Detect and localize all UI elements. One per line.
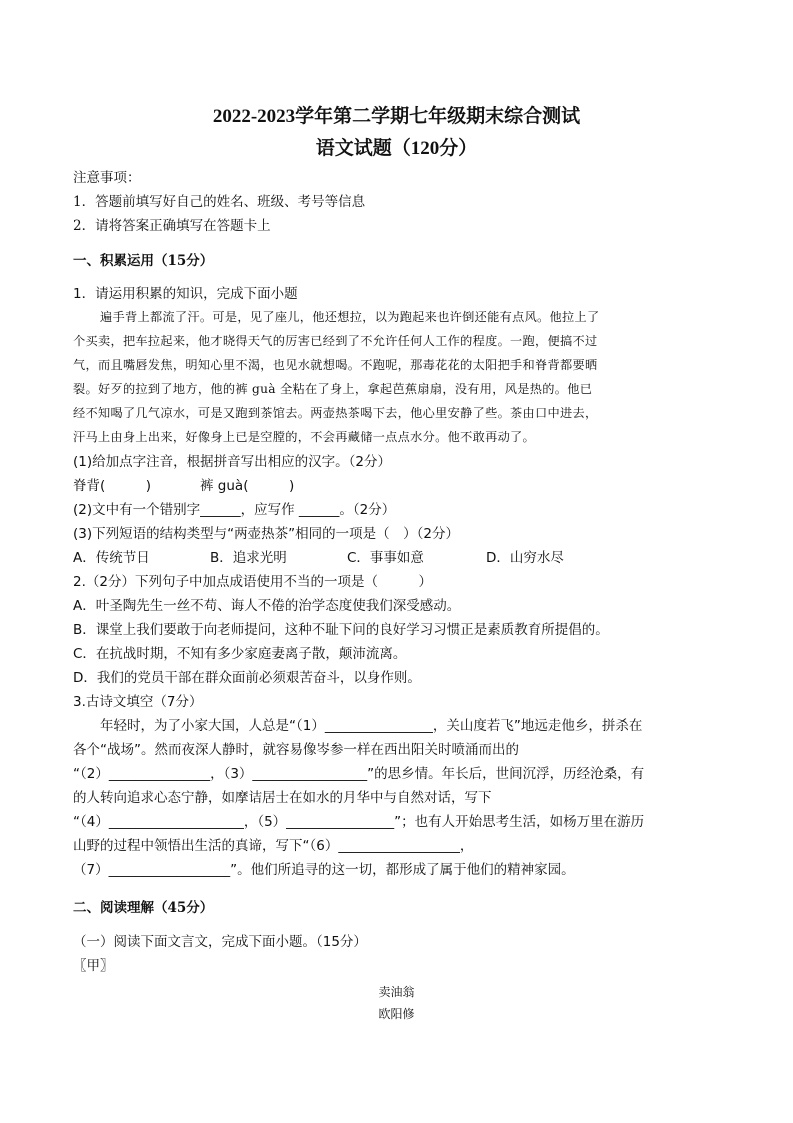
- notes-item-2: 2．请将答案正确填写在答题卡上: [73, 218, 271, 234]
- q2-option-b: B．课堂上我们要敢于向老师提问，这种不耻下问的良好学习习惯正是素质教育所提倡的。: [73, 622, 609, 638]
- exam-title: 2022-2023学年第二学期七年级期末综合测试: [212, 106, 581, 127]
- q3-line-1: 年轻时，为了小家大国，人总是“（1）________________，关山度若飞”地远走他乡，拼杀在: [100, 718, 643, 734]
- q1-sub1: (1)给加点字注音，根据拼音写出相应的汉字。（2分）: [73, 454, 391, 470]
- passage-line-3: 气，而且嘴唇发焦，明知心里不渴，也见水就想喝。不跑呢，那毒花花的太阳把手和脊背都要晒: [73, 358, 598, 372]
- q3-line-7: （7）__________________”。他们所追寻的这一切，都形成了属于他们的精神家园。: [73, 862, 575, 878]
- section2-part1: （一）阅读下面文言文，完成下面小题。（15分）: [73, 934, 367, 950]
- section2-heading: 二、阅读理解（45分）: [73, 900, 214, 916]
- exam-subtitle: 语文试题（120分）: [315, 138, 478, 159]
- passage-line-4: 裂。好歹的拉到了地方，他的裤 guà 全粘在了身上，拿起芭蕉扇扇，没有用，风是热的。他已: [73, 382, 593, 396]
- q3-line-3: “（2）_______________，（3）_________________”的思乡情。年长后，世间沉浮，历经沧桑，有: [73, 766, 645, 782]
- essay-title: 卖油翁: [378, 985, 415, 999]
- q1-stem: 1．请运用积累的知识，完成下面小题: [73, 286, 298, 302]
- q1-sub3: (3)下列短语的结构类型与“两壶热茶”相同的一项是（ ）（2分）: [73, 526, 459, 542]
- q1-sub1-answer-b: 裤 guà( ): [200, 478, 295, 494]
- essay-author: 欧阳修: [378, 1007, 415, 1021]
- passage-line-6: 汗马上由身上出来，好像身上已是空膛的，不会再藏储一点点水分。他不敢再动了。: [73, 430, 536, 444]
- q2-option-d: D．我们的党员干部在群众面前必须艰苦奋斗，以身作则。: [73, 670, 421, 686]
- q1-sub3-option-a: A．传统节日: [73, 550, 150, 566]
- q1-sub2: (2)文中有一个错别字______，应写作 ______。（2分）: [73, 502, 396, 518]
- passage-line-5: 经不知喝了几气凉水，可是又跑到茶馆去。两壶热茶喝下去，他心里安静了些。茶由口中进去，: [73, 406, 598, 420]
- notes-item-1: 1．答题前填写好自己的姓名、班级、考号等信息: [73, 194, 366, 210]
- section1-heading: 一、积累运用（15分）: [73, 253, 214, 269]
- q3-line-4: 的人转向追求心态宁静，如摩诘居士在如水的月华中与自然对话，写下: [73, 790, 492, 806]
- text-jia-mark: 〖甲〗: [73, 958, 114, 974]
- q3-line-6: 山野的过程中领悟出生活的真谛，写下“（6）__________________，: [73, 838, 474, 854]
- passage-line-1: 遍手背上都流了汗。可是，见了座儿，他还想拉，以为跑起来也许倒还能有点风。他拉上了: [100, 310, 600, 324]
- q1-sub3-option-d: D．山穷水尽: [486, 550, 564, 566]
- q2-option-c: C．在抗战时期，不知有多少家庭妻离子散，颠沛流离。: [73, 646, 407, 662]
- notes-label: 注意事项：: [73, 170, 141, 186]
- q3-line-2: 各个“战场”。然而夜深人静时，就容易像岑参一样在西出阳关时喷涌而出的: [73, 742, 519, 758]
- q1-sub1-answer-a: 脊背( ): [73, 478, 152, 494]
- q1-sub3-option-c: C．事事如意: [347, 550, 424, 566]
- q1-sub3-option-b: B．追求光明: [210, 550, 287, 566]
- q2-option-a: A．叶圣陶先生一丝不苟、诲人不倦的治学态度使我们深受感动。: [73, 598, 461, 614]
- q2-stem: 2.（2分）下列句子中加点成语使用不当的一项是（ ）: [73, 574, 432, 590]
- q3-line-5: “（4）____________________，（5）________________”；也有人开始思考生活，如杨万里在游历: [73, 814, 645, 830]
- q3-stem: 3.古诗文填空（7分）: [73, 694, 203, 710]
- passage-line-2: 个买卖，把车拉起来，他才晓得天气的厉害已经到了不允许任何人工作的程度。一跑，便搞不过: [73, 334, 598, 348]
